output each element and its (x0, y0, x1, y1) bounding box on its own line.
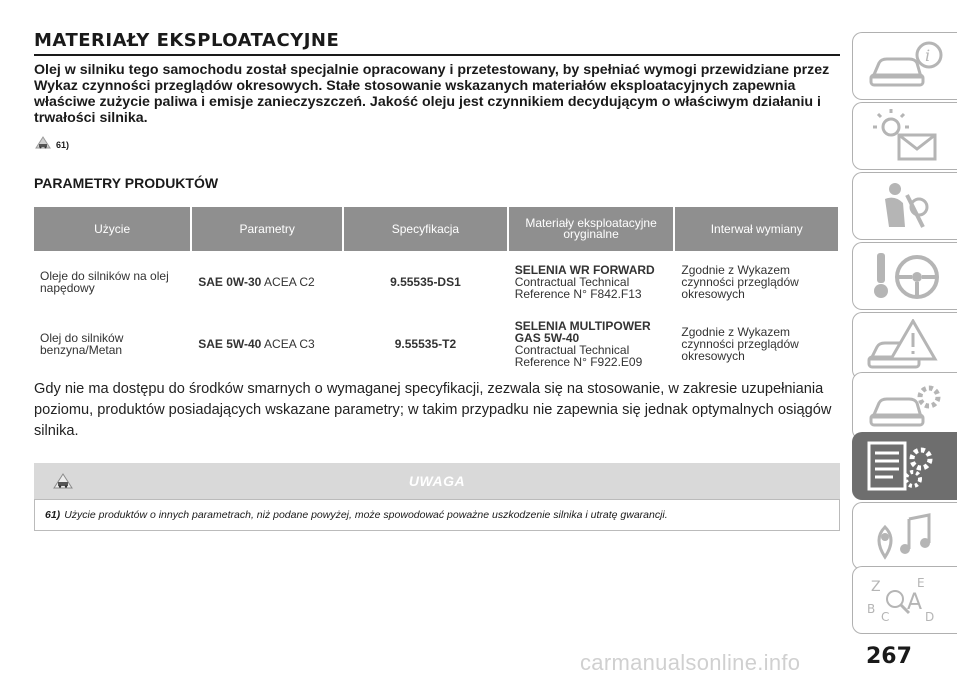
product-parameters-table (32, 207, 840, 375)
emergency-icon (865, 319, 945, 373)
safety-icon (865, 179, 945, 233)
tab-index[interactable] (852, 566, 957, 634)
technical-data-icon (865, 439, 945, 493)
table-header-row (34, 207, 838, 251)
svg-text:Z: Z (871, 579, 881, 595)
note-text: Użycie produktów o innych parametrach, niż podane powyżej, może spowodować poważne uszkodzenie silnika i utratę gwarancji. (64, 509, 668, 521)
tab-maintenance[interactable] (852, 372, 957, 440)
interval-cell: Zgodnie z Wykazem czynności przeglądów okresowych (681, 325, 799, 363)
acea-class: ACEA C2 (264, 275, 315, 289)
main-content (34, 30, 840, 531)
fluid-name: SELENIA MULTIPOWER GAS 5W-40 (514, 319, 651, 345)
note-number: 61) (45, 509, 61, 521)
car-warning-icon (52, 472, 74, 490)
tab-multimedia[interactable] (852, 502, 957, 570)
reference-label: 61) (56, 140, 70, 150)
acea-class: ACEA C3 (264, 337, 315, 351)
starting-driving-icon (865, 249, 945, 303)
svg-text:i: i (925, 46, 931, 65)
car-info-icon (865, 39, 945, 93)
table-row (34, 251, 838, 313)
fluid-name: SELENIA WR FORWARD (514, 263, 655, 277)
column-header-parameters: Parametry (192, 207, 342, 251)
svg-text:C: C (881, 610, 890, 624)
tab-starting-driving[interactable] (852, 242, 957, 310)
maintenance-icon (865, 379, 945, 433)
tab-car-info[interactable] (852, 32, 957, 100)
warning-title: UWAGA (408, 473, 466, 489)
table-row (34, 313, 838, 375)
section-subheading: PARAMETRY PRODUKTÓW (34, 175, 219, 191)
interval-cell: Zgodnie z Wykazem czynności przeglądów okresowych (681, 263, 799, 301)
svg-text:D: D (925, 610, 935, 624)
warning-lights-icon (865, 109, 945, 163)
fluid-cell (509, 251, 674, 313)
parameters-cell (192, 313, 342, 375)
fluid-reference: Contractual Technical Reference N° F922.E09 (514, 343, 643, 369)
car-warning-icon (34, 136, 52, 150)
fluid-cell (509, 313, 674, 375)
svg-text:A: A (907, 590, 923, 615)
usage-cell: Oleje do silników na olej napędowy (40, 269, 169, 295)
page-heading: MATERIAŁY EKSPLOATACYJNE (34, 30, 840, 56)
specification-cell: 9.55535-T2 (394, 337, 457, 351)
column-header-specification: Specyfikacja (344, 207, 507, 251)
body-paragraph: Gdy nie ma dostępu do środków smarnych o wymaganej specyfikacji, zezwala się na stosowanie, w zakresie uzupełniania poziomu, produktów posiadających wskazane parametry; w takim przypadku nie zapewnia się jednak optymalnych osiągów silnika. (34, 381, 832, 439)
viscosity-grade: SAE 5W-40 (198, 337, 262, 351)
usage-cell: Olej do silników benzyna/Metan (40, 331, 124, 357)
tab-warning-lights[interactable] (852, 102, 957, 170)
tab-technical-data[interactable] (852, 432, 957, 500)
chapter-sidebar (852, 0, 960, 678)
multimedia-icon (865, 509, 945, 563)
svg-text:E: E (917, 576, 925, 590)
warning-header (34, 463, 840, 499)
viscosity-grade: SAE 0W-30 (198, 275, 262, 289)
column-header-original-fluids: Materiały eksploatacyjne oryginalne (509, 207, 674, 251)
column-header-usage: Użycie (34, 207, 190, 251)
svg-text:B: B (867, 602, 876, 616)
fluid-reference: Contractual Technical Reference N° F842.F13 (514, 275, 642, 301)
parameters-cell (192, 251, 342, 313)
specification-cell: 9.55535-DS1 (390, 275, 461, 289)
reference-marker[interactable] (34, 134, 840, 150)
warning-note (34, 499, 840, 531)
tab-emergency[interactable] (852, 312, 957, 380)
page-number: 267 (866, 644, 912, 669)
tab-safety[interactable] (852, 172, 957, 240)
intro-paragraph: Olej w silniku tego samochodu został specjalnie opracowany i przetestowany, by spełniać wymogi przewidziane przez Wykaz czynności przeglądów okresowych. Stałe stosowanie wskazanych materiałów eksploatacyjnych zapewnia właściwe zużycie paliwa i emisje zanieczyszczeń. Jakość oleju jest czynnikiem decydującym o właściwym działaniu i trwałości silnika. (34, 62, 830, 126)
index-icon (865, 573, 945, 627)
column-header-interval: Interwał wymiany (675, 207, 838, 251)
watermark: carmanualsonline.info (580, 650, 801, 675)
